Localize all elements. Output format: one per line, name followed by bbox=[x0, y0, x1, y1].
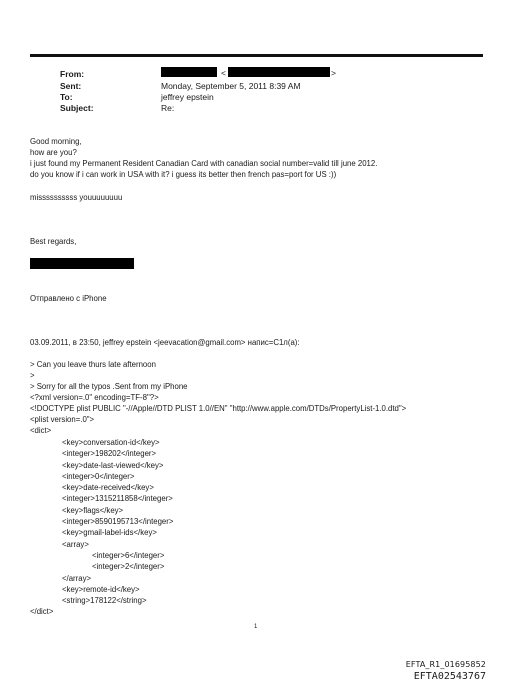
plist-line: <integer>2</integer> bbox=[92, 562, 165, 572]
redaction-bar bbox=[161, 67, 217, 77]
header-rule bbox=[30, 54, 483, 57]
plist-open: <dict> bbox=[30, 426, 52, 435]
quote-line: <?xml version=.0" encoding=TF-8"?> bbox=[30, 393, 159, 402]
plist-line: <integer>6</integer> bbox=[92, 550, 165, 560]
sent-from-iphone: Отправлено с iPhone bbox=[30, 294, 107, 303]
to-label: To: bbox=[60, 92, 73, 102]
quote-line: <plist version=.0"> bbox=[30, 415, 95, 424]
redaction-bar bbox=[30, 258, 134, 269]
plist-line: </array> bbox=[62, 573, 92, 583]
signoff: Best regards, bbox=[30, 237, 77, 246]
plist-line: <integer>1315211858</integer> bbox=[62, 494, 173, 504]
sent-value: Monday, September 5, 2011 8:39 AM bbox=[161, 81, 301, 91]
body-line: Good morning, bbox=[30, 137, 82, 146]
body-line: how are you? bbox=[30, 148, 77, 157]
quote-line: <!DOCTYPE plist PUBLIC "-//Apple//DTD PLIST 1.0//EN" "http://www.apple.com/DTDs/PropertyList-1.0.dtd"> bbox=[30, 404, 407, 413]
body-line: do you know if i can work in USA with it? i guess its better then french pas=port for US :)) bbox=[30, 170, 337, 179]
quote-line: > bbox=[30, 371, 35, 380]
plist-line: <key>date-received</key> bbox=[62, 483, 154, 493]
plist-line: <integer>198202</integer> bbox=[62, 449, 157, 459]
plist-block bbox=[30, 437, 173, 618]
plist-line: <string>178122</string> bbox=[62, 596, 147, 606]
sent-label: Sent: bbox=[60, 81, 82, 91]
plist-line: <key>gmail-label-ids</key> bbox=[62, 528, 157, 538]
plist-line: <array> bbox=[62, 539, 89, 549]
bates-number: EFTA_R1_01695852 bbox=[405, 660, 486, 669]
to-value: jeffrey epstein bbox=[161, 92, 214, 102]
page-number: 1 bbox=[254, 624, 258, 630]
from-label: From: bbox=[60, 69, 85, 79]
quote-line: > Can you leave thurs late afternoon bbox=[30, 360, 156, 369]
bates-number: EFTA02543767 bbox=[413, 671, 486, 682]
body-line: i just found my Permanent Resident Canadian Card with canadian social number=valid till june 2012. bbox=[30, 159, 378, 168]
quote-line: > Sorry for all the typos .Sent from my iPhone bbox=[30, 382, 188, 391]
plist-line: <key>date-last-viewed</key> bbox=[62, 460, 164, 470]
plist-line: </dict> bbox=[30, 607, 54, 617]
redaction-bar bbox=[228, 67, 330, 77]
from-gt: > bbox=[331, 68, 336, 78]
plist-line: <integer>0</integer> bbox=[62, 471, 135, 481]
plist-line: <integer>8590195713</integer> bbox=[62, 517, 174, 527]
from-lt: < bbox=[221, 68, 226, 78]
subject-label: Subject: bbox=[60, 103, 94, 113]
plist-line: <key>remote-id</key> bbox=[62, 584, 140, 594]
plist-line: <key>conversation-id</key> bbox=[62, 438, 160, 447]
quote-header: 03.09.2011, в 23:50, jeffrey epstein <jeevacation@gmail.com> напис=C1л(а): bbox=[30, 338, 300, 347]
subject-value: Re: bbox=[161, 103, 175, 113]
body-line: missssssssss youuuuuuuu bbox=[30, 193, 123, 202]
plist-line: <key>flags</key> bbox=[62, 505, 124, 515]
